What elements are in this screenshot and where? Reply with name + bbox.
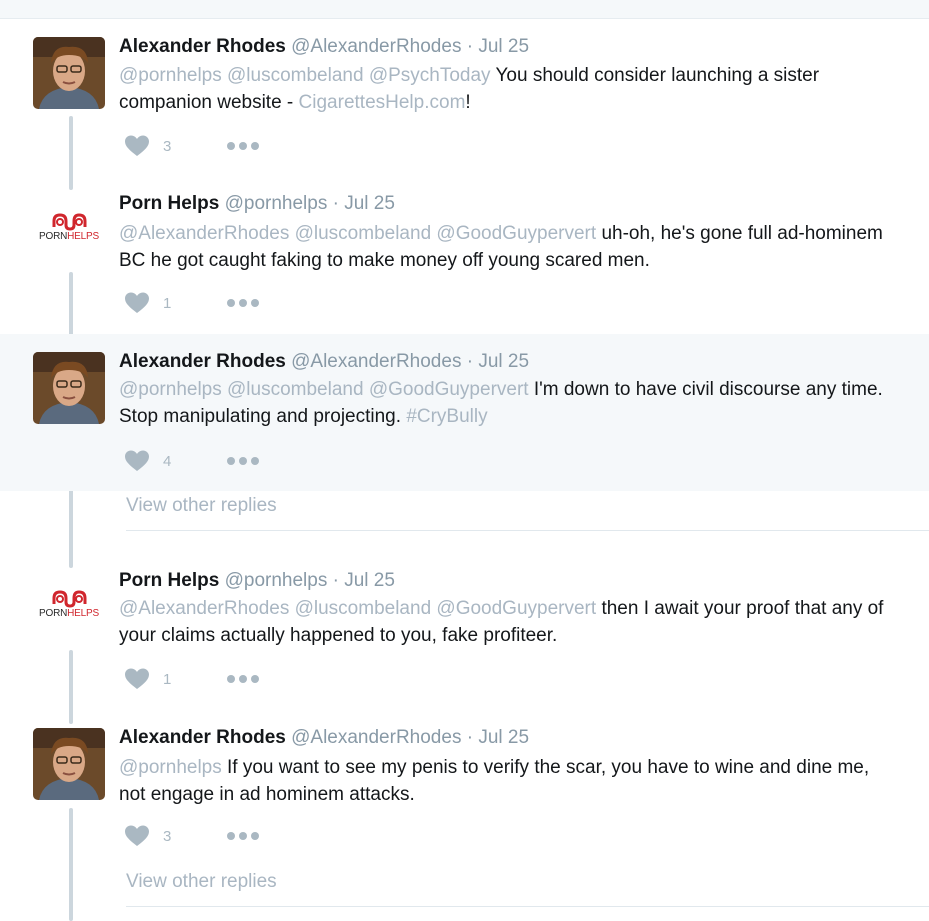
avatar-porn-helps[interactable]	[33, 191, 105, 263]
tweet-actions	[124, 449, 259, 473]
view-other-replies-link[interactable]: View other replies	[126, 871, 277, 892]
tweet[interactable]	[0, 176, 929, 333]
logo-wordmark: PORNHELPS	[39, 608, 99, 619]
heart-icon[interactable]	[124, 668, 150, 690]
tweet-actions	[124, 134, 259, 158]
tweet-text	[119, 62, 899, 116]
avatar-alexander-rhodes[interactable]	[33, 37, 105, 109]
divider	[126, 530, 929, 531]
more-options-icon[interactable]	[227, 675, 259, 683]
mentions-link[interactable]: @AlexanderRhodes @luscombeland @GoodGuypervert	[119, 223, 597, 244]
tweet-actions	[124, 824, 259, 848]
display-name[interactable]: Alexander Rhodes	[119, 727, 286, 748]
separator-dot: ·	[466, 351, 474, 372]
display-name[interactable]: Alexander Rhodes	[119, 351, 286, 372]
heart-icon[interactable]	[124, 825, 150, 847]
user-handle[interactable]: @AlexanderRhodes	[291, 36, 462, 57]
avatar-porn-helps[interactable]	[33, 568, 105, 640]
tweet-header	[119, 193, 395, 215]
mentions-link[interactable]: @pornhelps @luscombeland @PsychToday	[119, 65, 491, 86]
tweet[interactable]	[0, 710, 929, 867]
display-name[interactable]: Alexander Rhodes	[119, 36, 286, 57]
more-options-icon[interactable]	[227, 299, 259, 307]
url-link[interactable]: CigarettesHelp.com	[298, 92, 466, 113]
tweet-date[interactable]: Jul 25	[344, 570, 395, 591]
tweet-text	[119, 754, 899, 808]
tweet-body-tail: !	[465, 92, 471, 113]
tweet[interactable]	[0, 19, 929, 176]
heart-icon[interactable]	[124, 135, 150, 157]
user-handle[interactable]: @pornhelps	[224, 570, 328, 591]
tweet-header	[119, 36, 529, 58]
porn-helps-logo-icon	[33, 568, 105, 608]
separator-dot: ·	[466, 36, 474, 57]
mentions-link[interactable]: @AlexanderRhodes @luscombeland @GoodGuypervert	[119, 598, 597, 619]
like-count: 3	[163, 827, 172, 845]
like-count: 1	[163, 294, 172, 312]
separator-dot: ·	[466, 727, 474, 748]
heart-icon[interactable]	[124, 450, 150, 472]
tweet-date[interactable]: Jul 25	[478, 351, 530, 372]
top-bar	[0, 0, 929, 19]
separator-dot: ·	[332, 193, 339, 214]
mentions-link[interactable]: @pornhelps @luscombeland @GoodGuypervert	[119, 379, 529, 400]
heart-icon[interactable]	[124, 292, 150, 314]
view-other-replies-link[interactable]: View other replies	[126, 495, 277, 516]
tweet-text	[119, 595, 899, 649]
display-name[interactable]: Porn Helps	[119, 570, 220, 591]
tweet-header	[119, 727, 529, 749]
like-count: 3	[163, 137, 172, 155]
like-count: 4	[163, 452, 172, 470]
user-handle[interactable]: @AlexanderRhodes	[291, 351, 462, 372]
porn-helps-logo-icon	[33, 191, 105, 231]
tweet-highlighted[interactable]	[0, 334, 929, 491]
tweet-header	[119, 570, 395, 592]
tweet-body: If you want to see my penis to verify the scar, you have to wine and dine me, not engage in ad hominem attacks.	[119, 757, 870, 805]
user-handle[interactable]: @AlexanderRhodes	[291, 727, 462, 748]
more-options-icon[interactable]	[227, 457, 259, 465]
tweet-date[interactable]: Jul 25	[344, 193, 395, 214]
display-name[interactable]: Porn Helps	[119, 193, 220, 214]
tweet-body: I'm down to have civil discourse any time. Stop manipulating and projecting.	[119, 379, 883, 427]
tweet-date[interactable]: Jul 25	[478, 727, 530, 748]
more-options-icon[interactable]	[227, 142, 259, 150]
separator-dot: ·	[332, 570, 339, 591]
more-options-icon[interactable]	[227, 832, 259, 840]
avatar-alexander-rhodes[interactable]	[33, 352, 105, 424]
mentions-link[interactable]: @pornhelps	[119, 757, 222, 778]
divider	[126, 906, 929, 907]
user-handle[interactable]: @pornhelps	[224, 193, 328, 214]
tweet-actions	[124, 667, 259, 691]
tweet-date[interactable]: Jul 25	[478, 36, 530, 57]
tweet-body: then I await your proof that any of your claims actually happened to you, fake profiteer.	[119, 598, 884, 646]
tweet-body: uh-oh, he's gone full ad-hominem BC he got caught faking to make money off young scared men.	[119, 223, 883, 271]
logo-wordmark: PORNHELPS	[39, 231, 99, 242]
tweet-header	[119, 351, 529, 373]
tweet-body: You should consider launching a sister companion website -	[119, 65, 820, 113]
hashtag-link[interactable]: #CryBully	[406, 406, 488, 427]
tweet-text	[119, 220, 899, 274]
tweet[interactable]	[0, 553, 929, 710]
tweet-text	[119, 376, 899, 430]
like-count: 1	[163, 670, 172, 688]
avatar-alexander-rhodes[interactable]	[33, 728, 105, 800]
tweet-actions	[124, 291, 259, 315]
